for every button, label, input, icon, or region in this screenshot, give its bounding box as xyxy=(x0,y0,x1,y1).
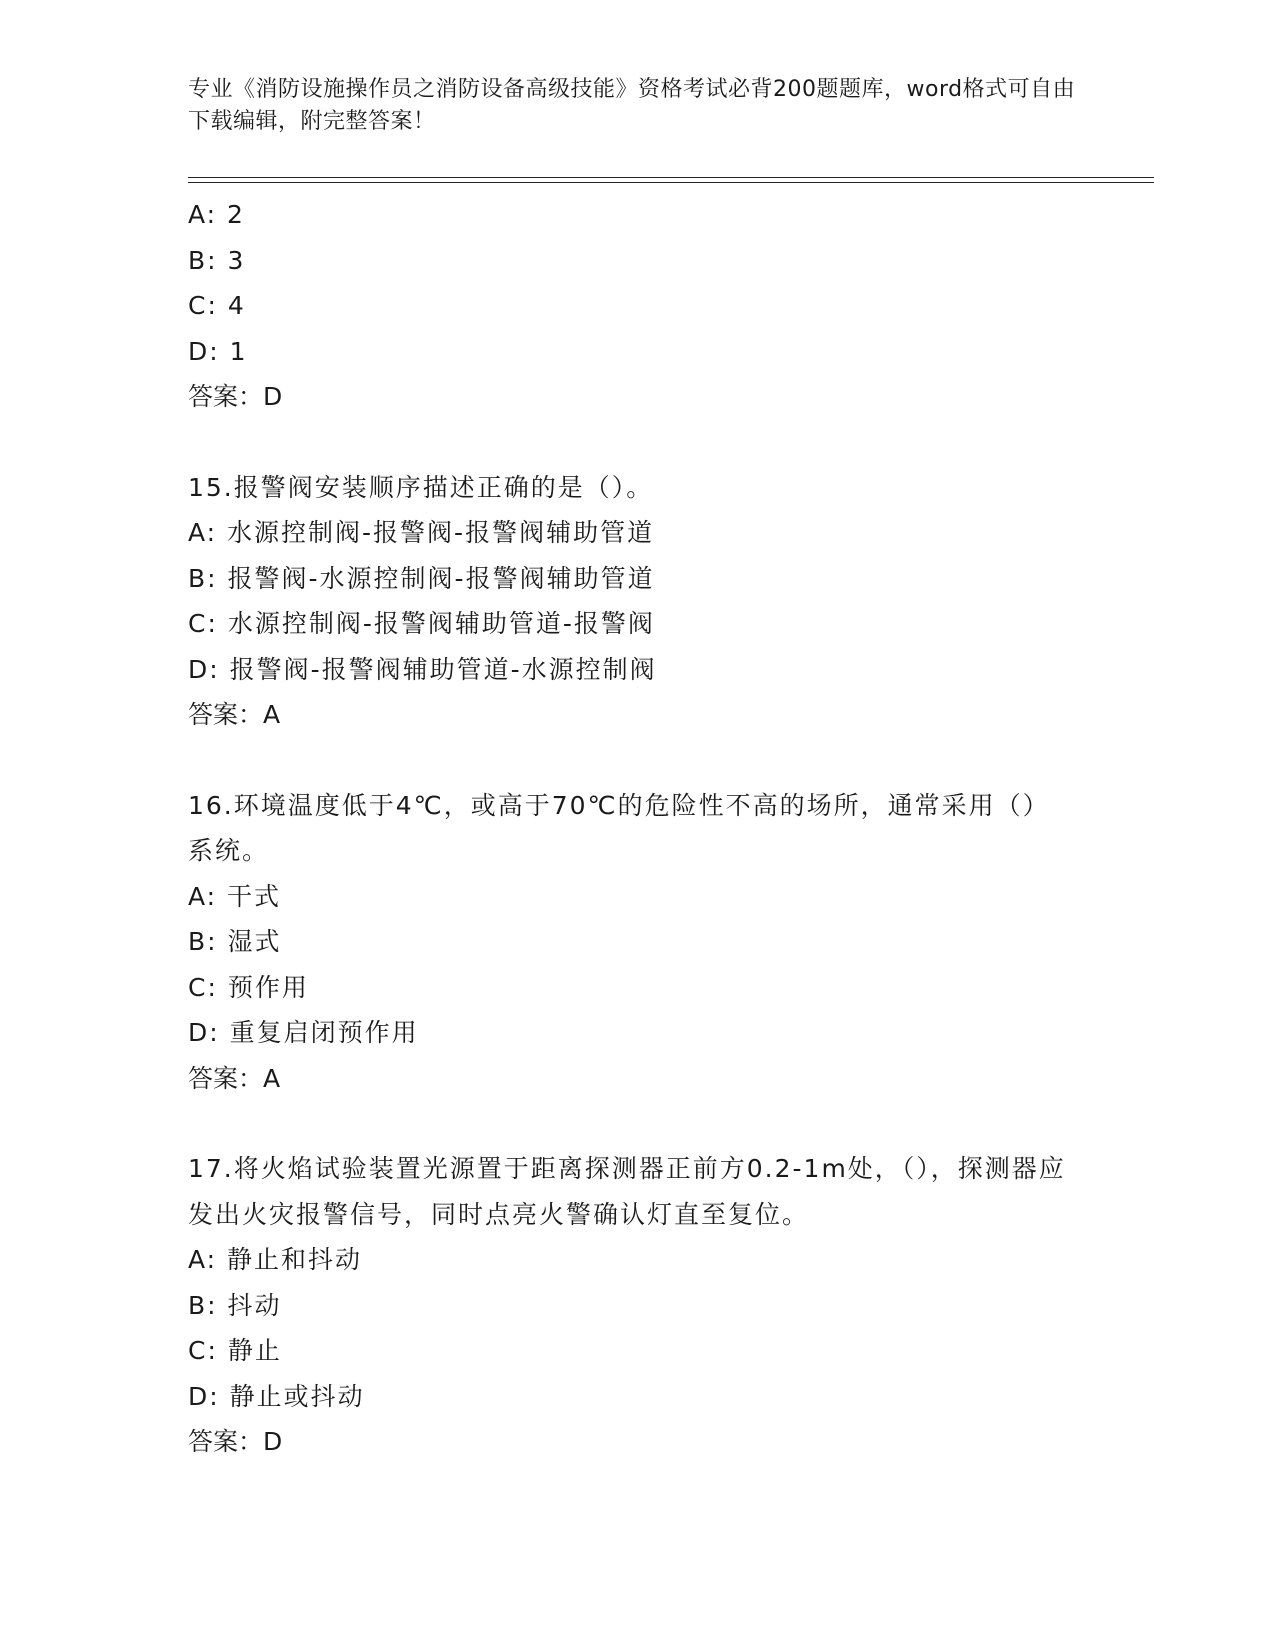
document-header: 专业《消防设施操作员之消防设备高级技能》资格考试必背200题题库，word格式可自由下载编辑，附完整答案！ xyxy=(188,77,1076,134)
option-a: A: 干式 xyxy=(188,881,282,911)
answer: 答案：A xyxy=(188,1063,281,1093)
question-15 xyxy=(188,465,1088,738)
option-b: B: 报警阀-水源控制阀-报警阀辅助管道 xyxy=(188,563,655,593)
answer: 答案：D xyxy=(188,1427,283,1456)
option-b: B: 3 xyxy=(188,245,246,275)
question-list xyxy=(188,192,1088,1465)
question-text: 15.报警阀安装顺序描述正确的是（）。 xyxy=(188,472,654,502)
answer: 答案：A xyxy=(188,700,281,729)
option-a: A: 静止和抖动 xyxy=(188,1245,363,1274)
answer: 答案：D xyxy=(188,382,283,411)
header-rule-bottom xyxy=(188,182,1154,183)
spacer xyxy=(188,738,1088,783)
question-text: 16.环境温度低于4℃，或高于70℃的危险性不高的场所，通常采用（）系统。 xyxy=(188,790,1050,865)
option-c: C: 预作用 xyxy=(188,972,309,1002)
question-17 xyxy=(188,1146,1088,1465)
option-d: D: 1 xyxy=(188,336,248,366)
question-14 xyxy=(188,192,1088,420)
option-c: C: 水源控制阀-报警阀辅助管道-报警阀 xyxy=(188,609,655,638)
option-d: D: 重复启闭预作用 xyxy=(188,1018,419,1047)
option-d: D: 静止或抖动 xyxy=(188,1381,365,1411)
option-c: C: 4 xyxy=(188,291,246,320)
option-a: A: 2 xyxy=(188,200,245,229)
header-rule-top xyxy=(188,177,1154,178)
option-d: D: 报警阀-报警阀辅助管道-水源控制阀 xyxy=(188,654,657,684)
option-b: B: 抖动 xyxy=(188,1290,282,1320)
option-a: A: 水源控制阀-报警阀-报警阀辅助管道 xyxy=(188,518,655,547)
question-text: 17.将火焰试验装置光源置于距离探测器正前方0.2-1m处，（），探测器应发出火灾报警信号，同时点亮火警确认灯直至复位。 xyxy=(188,1154,1066,1229)
option-b: B: 湿式 xyxy=(188,927,282,956)
question-16 xyxy=(188,783,1088,1102)
spacer xyxy=(188,420,1088,465)
option-c: C: 静止 xyxy=(188,1336,282,1365)
spacer xyxy=(188,1101,1088,1146)
